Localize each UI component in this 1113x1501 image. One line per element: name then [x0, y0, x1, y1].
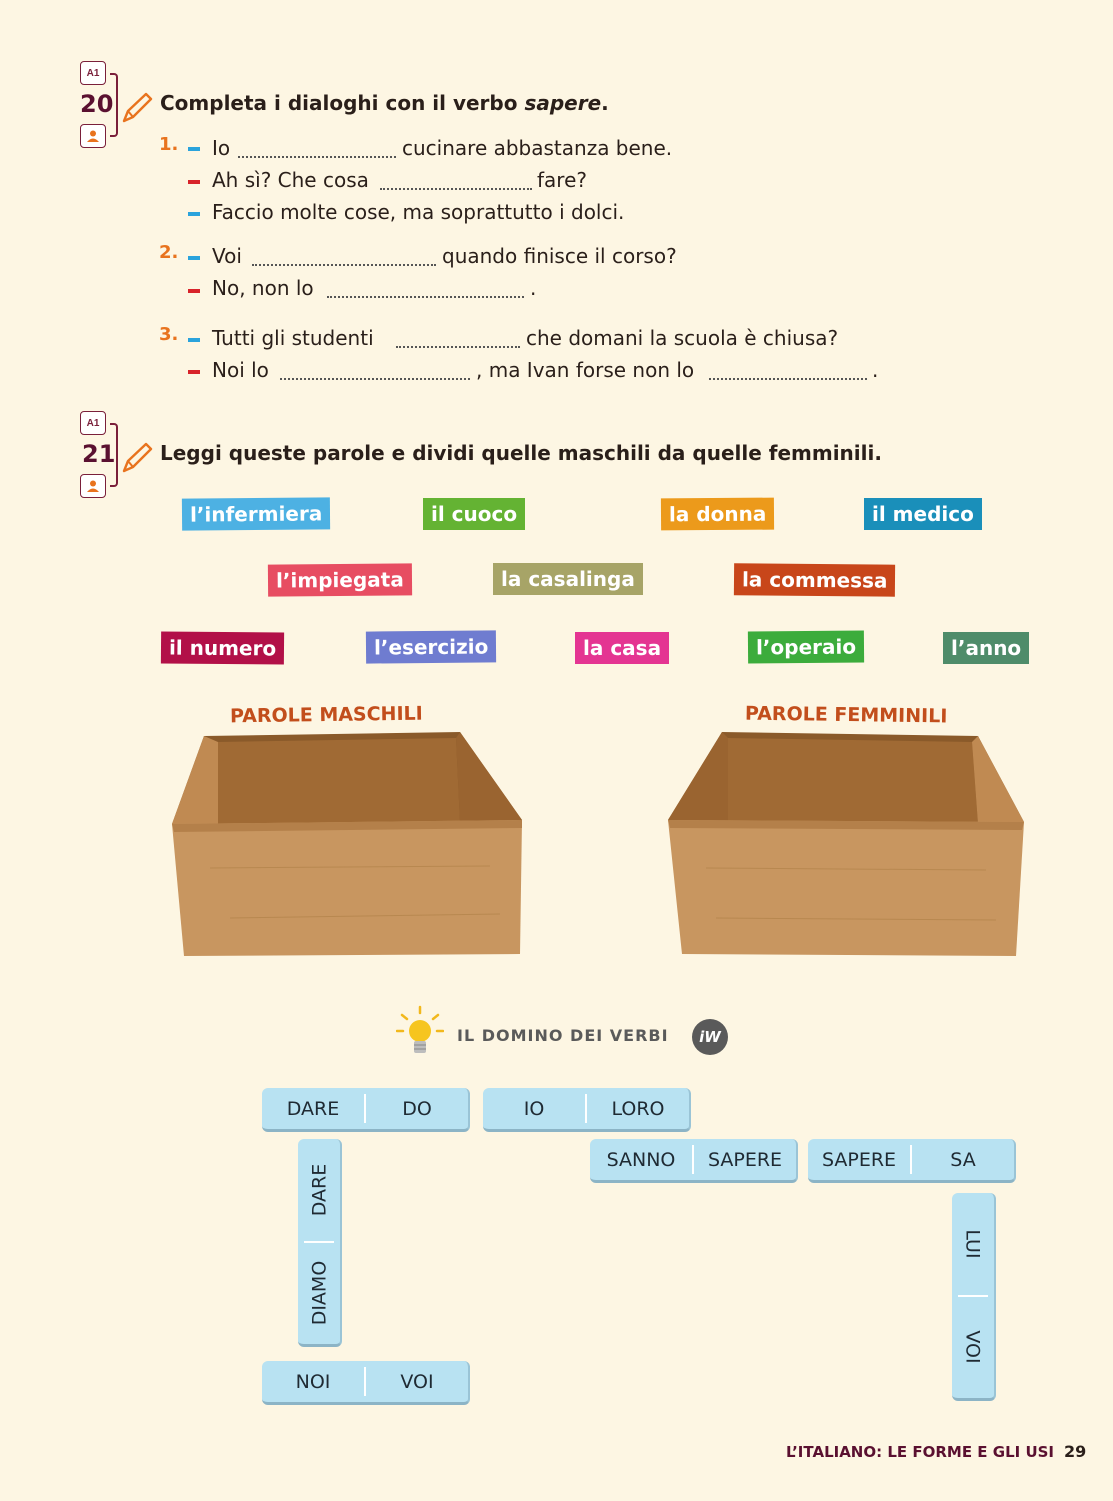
word-label[interactable]: il cuoco — [423, 498, 525, 530]
speaker-dash — [188, 147, 200, 151]
domino-half: SA — [950, 1148, 976, 1171]
word-label[interactable]: la casalinga — [493, 563, 643, 595]
domino-half: DIAMO — [308, 1260, 330, 1326]
word-label[interactable]: l’esercizio — [366, 630, 497, 663]
domino-half: SAPERE — [821, 1148, 897, 1171]
page-footer — [786, 1442, 1086, 1461]
exercise-title: Completa i dialoghi con il verbo sapere. — [160, 91, 609, 115]
domino-half: DARE — [308, 1163, 331, 1217]
answer-blank[interactable] — [709, 376, 867, 380]
domino-half: VOI — [400, 1370, 434, 1393]
speaker-dash — [188, 289, 200, 293]
box-title-masculine: PAROLE MASCHILI — [229, 702, 423, 728]
dialog-text: che domani la scuola è chiusa? — [526, 326, 839, 350]
domino-half: LORO — [611, 1097, 665, 1120]
domino-half: DO — [402, 1097, 432, 1120]
domino-tile[interactable] — [262, 1361, 470, 1405]
dialog-text: . — [530, 276, 537, 300]
lightbulb-icon — [396, 1005, 444, 1064]
domino-tile[interactable] — [262, 1088, 470, 1132]
domino-half: VOI — [961, 1330, 984, 1364]
dialog-number: 3. — [159, 324, 179, 345]
level-badge: A1 — [80, 411, 106, 435]
dialog-number: 1. — [159, 134, 179, 155]
domino-tile[interactable] — [952, 1193, 996, 1401]
dialog-text: , ma Ivan forse non lo — [476, 358, 695, 382]
dialog-text: quando finisce il corso? — [442, 244, 677, 268]
domino-half: DARE — [286, 1097, 340, 1120]
speaker-dash — [188, 180, 200, 184]
dialog-text: Noi lo — [212, 358, 269, 382]
answer-blank[interactable] — [252, 262, 436, 266]
domino-half: IO — [523, 1097, 545, 1120]
domino-tile[interactable] — [298, 1139, 342, 1347]
domino-tile[interactable] — [483, 1088, 691, 1132]
domino-half: LUI — [962, 1229, 984, 1259]
dialog-text: fare? — [537, 168, 587, 192]
domino-half: NOI — [295, 1370, 331, 1393]
domino-half: SAPERE — [707, 1148, 783, 1171]
word-label[interactable]: l’operaio — [748, 630, 864, 663]
answer-blank[interactable] — [396, 344, 520, 348]
dialog-number: 2. — [159, 242, 179, 263]
answer-blank[interactable] — [380, 186, 532, 190]
word-label[interactable]: l’anno — [943, 632, 1029, 664]
dialog-text: Voi — [212, 244, 242, 268]
dialog-text: Faccio molte cose, ma soprattutto i dolci. — [212, 200, 625, 224]
domino-tile[interactable] — [808, 1139, 1016, 1183]
domino-half: SANNO — [606, 1148, 676, 1171]
answer-blank[interactable] — [280, 376, 470, 380]
word-label[interactable]: la donna — [661, 498, 775, 531]
word-label[interactable]: la commessa — [734, 563, 896, 596]
dialog-text: No, non lo — [212, 276, 314, 300]
word-label[interactable]: la casa — [575, 632, 669, 664]
word-label[interactable]: il medico — [864, 498, 982, 530]
cardboard-box-masculine[interactable] — [170, 728, 532, 965]
cardboard-box-feminine[interactable] — [666, 728, 1028, 965]
footer-title: L’ITALIANO: LE FORME E GLI USI — [786, 1443, 1055, 1461]
exercise-bracket — [110, 423, 118, 487]
word-label[interactable]: il numero — [161, 631, 284, 664]
pencil-icon — [120, 441, 154, 480]
speaker-dash — [188, 256, 200, 260]
domino-tile[interactable] — [590, 1139, 798, 1183]
level-badge: A1 — [80, 61, 106, 85]
word-label[interactable]: l’infermiera — [182, 497, 331, 530]
dialog-text: . — [872, 358, 879, 382]
word-label[interactable]: l’impiegata — [268, 563, 412, 596]
speaker-dash — [188, 338, 200, 342]
dialog-text: cucinare abbastanza bene. — [402, 136, 673, 160]
exercise-number: 21 — [82, 440, 116, 468]
dialog-text: Io — [212, 136, 231, 160]
answer-blank[interactable] — [238, 154, 396, 158]
dialog-text: Tutti gli studenti — [212, 326, 374, 350]
pencil-icon — [120, 91, 154, 130]
box-title-feminine: PAROLE FEMMINILI — [744, 702, 948, 728]
exercise-title: Leggi queste parole e dividi quelle maschili da quelle femminili. — [160, 441, 882, 465]
person-icon — [80, 124, 106, 148]
exercise-bracket — [110, 73, 118, 137]
answer-blank[interactable] — [327, 294, 524, 298]
page-number: 29 — [1064, 1442, 1087, 1461]
dialog-text: Ah sì? Che cosa — [212, 168, 369, 192]
person-icon — [80, 474, 106, 498]
iw-badge[interactable]: iW — [692, 1019, 728, 1055]
speaker-dash — [188, 212, 200, 216]
exercise-number: 20 — [80, 90, 114, 118]
domino-title: IL DOMINO DEI VERBI — [457, 1026, 669, 1045]
speaker-dash — [188, 370, 200, 374]
